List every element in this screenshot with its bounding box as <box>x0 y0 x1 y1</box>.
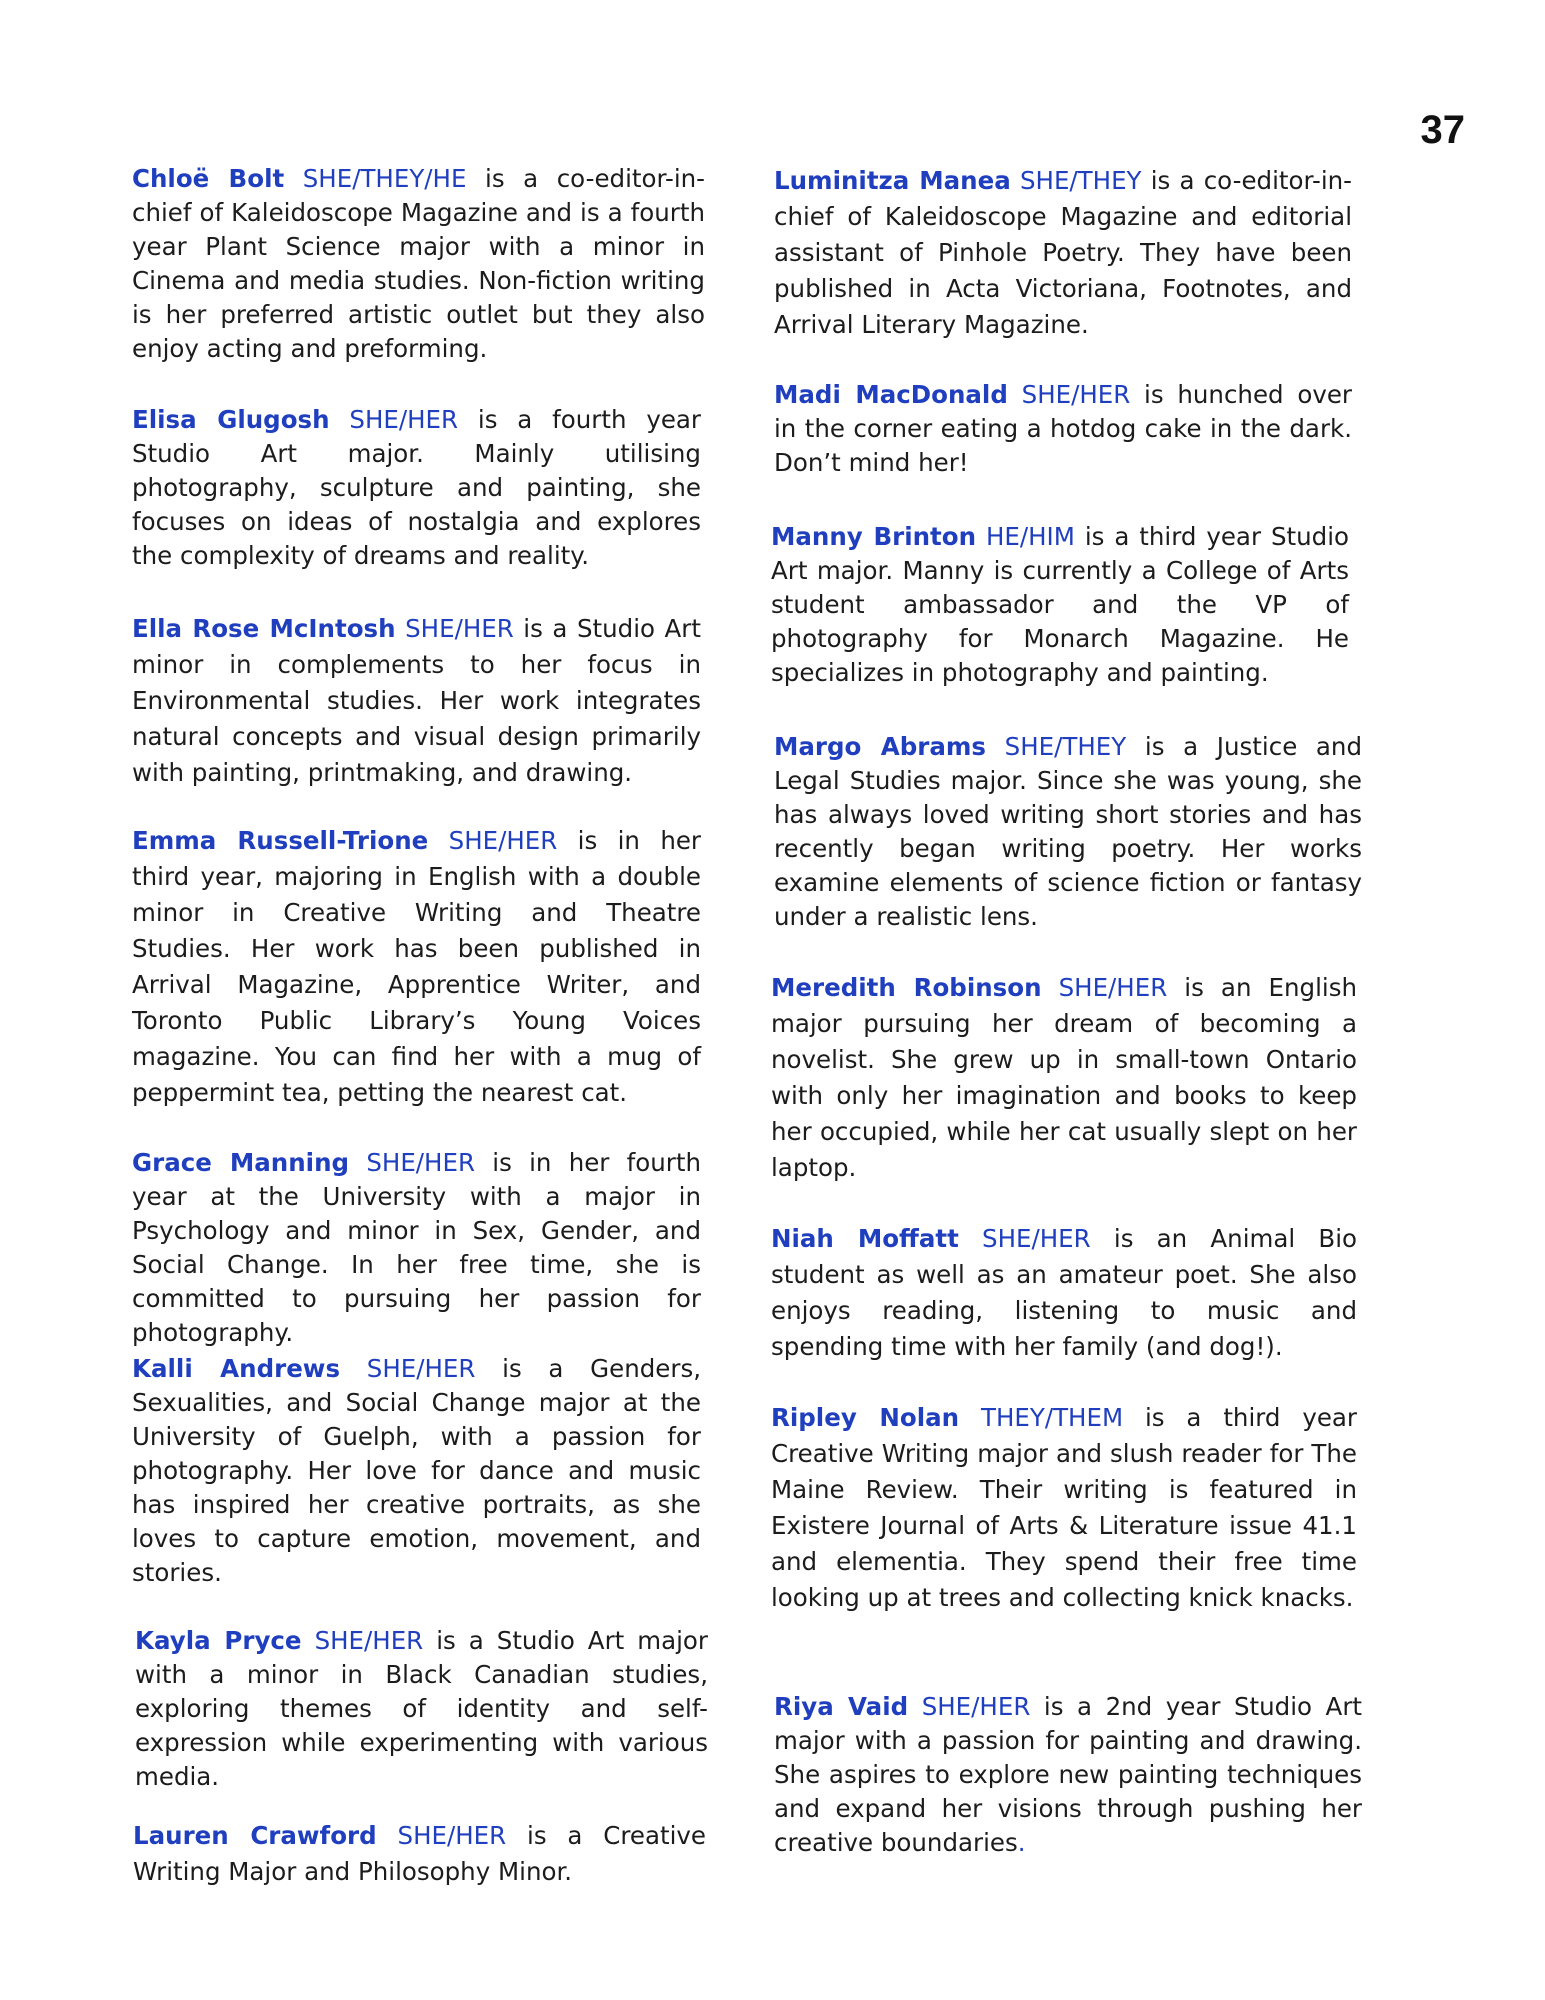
contributor-bio: is a third year Studio Art major. Manny is currently a College of Arts student ambassador and the VP of photography for Monarch Magazine. He specializes in photography and painting. <box>771 522 1349 687</box>
contributor-bio: is a co-editor-in-chief of Kaleidoscope Magazine and editorial assistant of Pinhole Poetry. They have been published in Acta Victoriana, Footnotes, and Arrival Literary Magazine. <box>774 166 1352 339</box>
contributor-bio: is an English major pursuing her dream of becoming a novelist. She grew up in small-town Ontario with only her imagination and books to keep her occupied, while her cat usually slept on her laptop. <box>771 973 1357 1182</box>
page-number: 37 <box>1420 108 1465 152</box>
contributor-pronouns: SHE/HER <box>349 405 459 434</box>
contributor-bio: is hunched over in the corner eating a hotdog cake in the dark. Don’t mind her! <box>774 380 1352 477</box>
contributor-name: Margo Abrams <box>774 732 986 761</box>
contributor-name: Ripley Nolan <box>771 1403 960 1432</box>
contributor-name: Emma Russell-Trione <box>132 826 429 855</box>
contributor-name: Madi MacDonald <box>774 380 1008 409</box>
contributor-pronouns: SHE/THEY <box>1019 166 1142 195</box>
contributor-bio: is a Studio Art major with a minor in Black Canadian studies, exploring themes of identity and self-expression while experimenting with various media. <box>135 1626 708 1791</box>
contributor-pronouns: SHE/HER <box>405 614 514 643</box>
contributor-name: Lauren Crawford <box>133 1821 377 1850</box>
contributor-pronouns: SHE/HER <box>1058 973 1168 1002</box>
contributor-name: Kayla Pryce <box>135 1626 302 1655</box>
bio-kalli-andrews <box>132 1352 701 1590</box>
contributor-pronouns: SHE/HER <box>366 1148 475 1177</box>
contributor-pronouns: THEY/THEM <box>981 1403 1124 1432</box>
contributor-bio: is a Justice and Legal Studies major. Since she was young, she has always loved writing short stories and has recently began writing poetry. Her works examine elements of science fiction or fantasy under a realistic lens. <box>774 732 1363 931</box>
contributor-name: Ella Rose McIntosh <box>132 614 396 643</box>
bio-emma-russell-trione <box>132 823 701 1111</box>
bio-margo-abrams <box>774 730 1362 934</box>
contributor-name: Chloë Bolt <box>132 164 285 193</box>
bio-kayla-pryce <box>135 1624 708 1794</box>
contributor-name: Grace Manning <box>132 1148 350 1177</box>
bio-elisa-glugosh <box>132 403 701 573</box>
contributor-bio: is a fourth year Studio Art major. Mainly utilising photography, sculpture and painting, she focuses on ideas of nostalgia and explores the complexity of dreams and reality. <box>132 405 701 570</box>
bio-grace-manning <box>132 1146 701 1350</box>
bio-riya-vaid <box>774 1690 1362 1860</box>
contributor-bio: is a Studio Art minor in complements to her focus in Environmental studies. Her work integrates natural concepts and visual design primarily with painting, printmaking, and drawing. <box>132 614 701 787</box>
contributor-pronouns: SHE/HER <box>448 826 558 855</box>
contributor-name: Meredith Robinson <box>771 973 1042 1002</box>
contributor-bio: is in her fourth year at the University with a major in Psychology and minor in Sex, Gender, and Social Change. In her free time, she is committed to pursuing her passion for photography. <box>132 1148 702 1347</box>
bio-luminitza-manea <box>774 163 1352 343</box>
bio-meredith-robinson <box>771 970 1357 1186</box>
contributor-name: Riya Vaid <box>774 1692 909 1721</box>
contributor-name: Elisa Glugosh <box>132 405 330 434</box>
contributor-bio: is a third year Creative Writing major and slush reader for The Maine Review. Their writing is featured in Existere Journal of Arts & Literature issue 41.1 and elementia. They spend their free time looking up at trees and collecting knick knacks. <box>771 1403 1357 1612</box>
contributor-pronouns: SHE/THEY/HE <box>302 164 467 193</box>
contributor-pronouns: SHE/HER <box>1021 380 1131 409</box>
bio-lauren-crawford <box>133 1818 706 1890</box>
contributor-pronouns: SHE/HER <box>397 1821 507 1850</box>
bio-madi-macdonald <box>774 378 1352 480</box>
contributor-bio: is a 2nd year Studio Art major with a passion for painting and drawing. She aspires to explore new painting techniques and expand her visions through pushing her creative boundaries <box>774 1692 1362 1857</box>
trailing-period: . <box>1017 1828 1026 1857</box>
contributor-name: Luminitza Manea <box>774 166 1011 195</box>
bio-ella-rose-mcintosh <box>132 611 701 791</box>
contributor-pronouns: HE/HIM <box>985 522 1075 551</box>
contributor-bio: is an Animal Bio student as well as an amateur poet. She also enjoys reading, listening to music and spending time with her family (and dog!). <box>771 1224 1357 1361</box>
bio-ripley-nolan <box>771 1400 1357 1616</box>
contributor-pronouns: SHE/HER <box>982 1224 1091 1253</box>
contributor-bio: is a Creative Writing Major and Philosophy Minor. <box>133 1821 707 1886</box>
bio-manny-brinton <box>771 520 1349 690</box>
contributor-bio: is a co-editor-in-chief of Kaleidoscope Magazine and is a fourth year Plant Science major with a minor in Cinema and media studies. Non-fiction writing is her preferred artistic outlet but they also enjoy acting and preforming. <box>132 164 706 363</box>
contributor-pronouns: SHE/HER <box>921 1692 1031 1721</box>
contributor-name: Niah Moffatt <box>771 1224 959 1253</box>
contributor-pronouns: SHE/THEY <box>1004 732 1127 761</box>
bio-niah-moffatt <box>771 1221 1357 1365</box>
contributor-bio: is in her third year, majoring in English with a double minor in Creative Writing and Theatre Studies. Her work has been published in Arrival Magazine, Apprentice Writer, and Toronto Public Library’s Young Voices magazine. You can find her with a mug of peppermint tea, petting the nearest cat. <box>132 826 701 1107</box>
bio-chloe-bolt <box>132 162 705 366</box>
contributor-pronouns: SHE/HER <box>314 1626 424 1655</box>
contributor-name: Kalli Andrews <box>132 1354 341 1383</box>
contributor-pronouns: SHE/HER <box>366 1354 476 1383</box>
contributor-name: Manny Brinton <box>771 522 977 551</box>
contributor-bio: is a Genders, Sexualities, and Social Change major at the University of Guelph, with a passion for photography. Her love for dance and music has inspired her creative portraits, as she loves to capture emotion, movement, and stories. <box>132 1354 701 1587</box>
